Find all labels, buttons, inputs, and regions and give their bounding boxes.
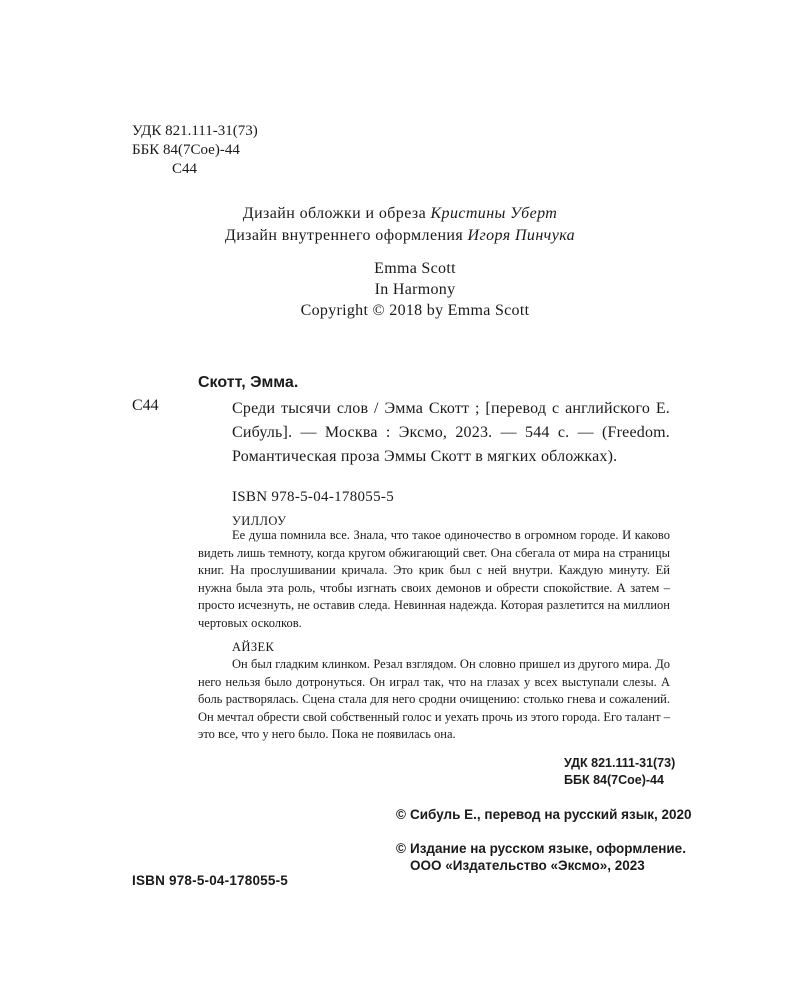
copyright-edition: © Издание на русском языке, оформление. ООО «Издательство «Эксмо», 2023 — [396, 841, 686, 873]
design-credits — [0, 203, 800, 247]
udk-code: УДК 821.111-31(73) — [132, 123, 258, 139]
cover-designer: Кристины Уберт — [430, 205, 558, 222]
original-author: Emma Scott — [374, 260, 456, 277]
udk-right: УДК 821.111-31(73) — [564, 756, 676, 770]
isbn-bottom: ISBN 978-5-04-178055-5 — [132, 873, 288, 888]
classification-block — [132, 122, 258, 179]
interior-designer: Игоря Пинчука — [467, 227, 576, 244]
original-edition — [0, 258, 800, 321]
udk-right-block — [564, 755, 675, 789]
cover-design-credit: Дизайн обложки и обреза Кристины Уберт — [242, 205, 558, 222]
bbk-right: ББК 84(7Сое)-44 — [564, 773, 664, 787]
author-mark: С44 — [172, 161, 198, 177]
willow-annotation: Ее душа помнила все. Знала, что такое одиночество в огромном городе. И каково видеть лишь темноту, когда кругом обжигающий свет. Она сбегала от мира на страницы книг. На прослушивании кричала. Это крик был с ней внутри. Каждую минуту. Ей нужна была эта роль, чтобы изгнать своих демонов и обрести спокойствие. А затем – просто исчезнуть, не оставив следа. Невинная надежда. Которая разлетится на миллион чертовых осколков. — [198, 528, 670, 630]
interior-design-credit: Дизайн внутреннего оформления Игоря Пинчука — [224, 227, 576, 244]
willow-heading: УИЛЛОУ — [232, 514, 287, 528]
copyright-icon: © — [396, 841, 406, 856]
copyright-icon: © — [396, 807, 406, 822]
original-copyright: Copyright © 2018 by Emma Scott — [300, 302, 530, 319]
bbk-code: ББК 84(7Сое)-44 — [132, 142, 240, 158]
original-title: In Harmony — [374, 281, 456, 298]
isbn: ISBN 978-5-04-178055-5 — [232, 489, 395, 505]
copyright-translation: © Сибуль Е., перевод на русский язык, 2020 — [396, 807, 692, 822]
isaac-heading: АЙЗЕК — [232, 640, 275, 654]
author-heading: Скотт, Эмма. — [198, 374, 299, 391]
bibliographic-description: Среди тысячи слов / Эмма Скотт ; [перевод с английского Е. Сибуль]. — Москва : Эксмо, 2023. — 544 с. — (Freedom. Романтическая проза Эммы Скотт в мягких обложках). — [232, 400, 670, 465]
isaac-annotation: Он был гладким клинком. Резал взглядом. Он словно пришел из другого мира. До него нельзя было дотронуться. Он играл так, что на глазах у всех выступали слезы. А боль растворялась. Сцена стала для него сродни очищению: столько гнева и сожалений. Он мечтал обрести свой собственный голос и уехать прочь из этого города. Его талант – это все, что у него было. Пока не появилась она. — [198, 657, 670, 742]
author-code: С44 — [132, 397, 159, 414]
